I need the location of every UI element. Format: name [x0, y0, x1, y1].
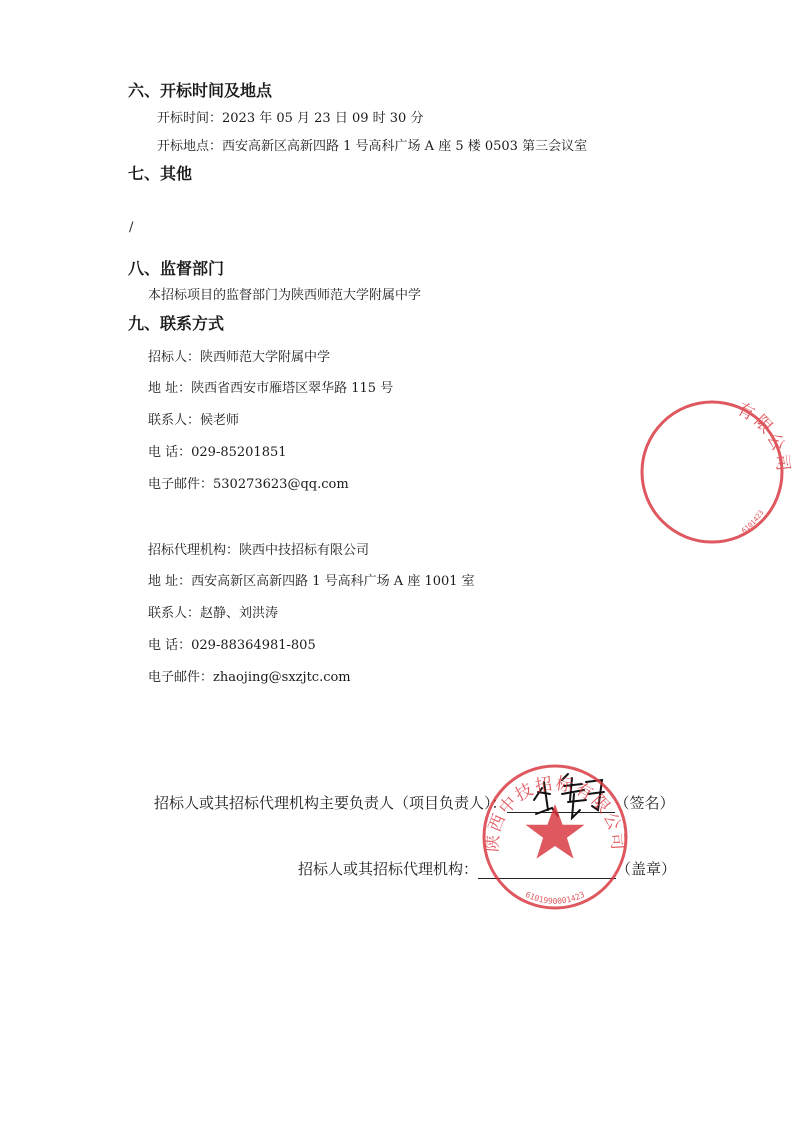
seal-label: 招标人或其招标代理机构：	[298, 860, 479, 878]
svg-text:有限公司: 有限公司	[733, 399, 793, 476]
tenderer-phone: 电 话：029-85201851	[148, 445, 287, 460]
agency-name: 招标代理机构：陕西中技招标有限公司	[148, 543, 370, 558]
section-7-heading: 七、其他	[128, 164, 193, 183]
signature-suffix: （签名）	[614, 794, 675, 812]
svg-text:6101423: 6101423	[740, 508, 766, 536]
section-8-heading: 八、监督部门	[128, 259, 225, 278]
svg-text:6101990001423: 6101990001423	[523, 890, 587, 906]
section-6-heading: 六、开标时间及地点	[128, 81, 273, 100]
side-company-stamp	[700, 396, 793, 556]
tenderer-email: 电子邮件：530273623@qq.com	[148, 477, 349, 492]
opening-place: 开标地点：西安高新区高新四路 1 号高科广场 A 座 5 楼 0503 第三会议室	[157, 139, 588, 154]
svg-text:陕西中技招标有限公司: 陕西中技招标有限公司	[482, 773, 628, 853]
main-company-stamp	[480, 762, 630, 912]
opening-time: 开标时间：2023 年 05 月 23 日 09 时 30 分	[157, 111, 424, 126]
section-7-content: /	[129, 220, 134, 235]
section-9-heading: 九、联系方式	[128, 314, 225, 333]
seal-suffix: （盖章）	[616, 860, 677, 878]
tenderer-address: 地 址：陕西省西安市雁塔区翠华路 115 号	[148, 381, 394, 396]
agency-email: 电子邮件：zhaojing@sxzjtc.com	[148, 670, 351, 685]
tenderer-name: 招标人：陕西师范大学附属中学	[148, 350, 331, 365]
signature-label: 招标人或其招标代理机构主要负责人（项目负责人）：	[154, 794, 507, 812]
agency-contact: 联系人：赵静、刘洪涛	[148, 606, 279, 621]
tenderer-contact: 联系人：候老师	[148, 413, 240, 428]
agency-phone: 电 话：029-88364981-805	[148, 638, 316, 653]
supervision-department: 本招标项目的监督部门为陕西师范大学附属中学	[148, 288, 422, 303]
agency-address: 地 址：西安高新区高新四路 1 号高科广场 A 座 1001 室	[148, 574, 475, 589]
